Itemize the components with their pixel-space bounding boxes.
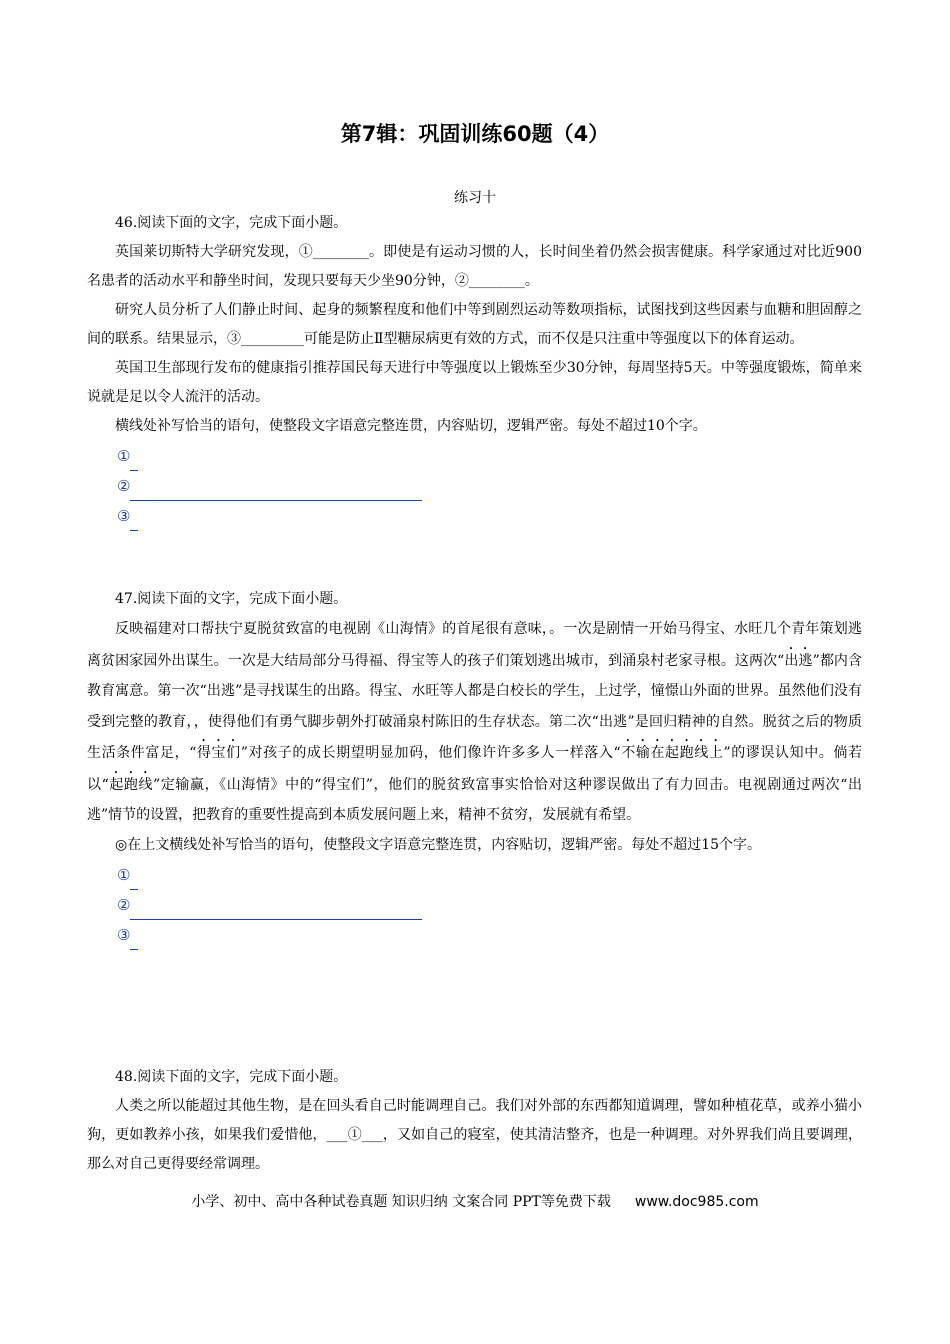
q46-paragraph-1: 英国莱切斯特大学研究发现，①________。即使是有运动习惯的人，长时间坐着仍然会损害健康。科学家通过对比近900名患者的活动水平和静坐时间，发现只要每天少坐90分钟，②________。 <box>87 244 862 289</box>
q47-instruction: ◎在上文横线处补写恰当的语句，使整段文字语意完整连贯，内容贴切，逻辑严密。每处不超过15个字。 <box>115 836 762 853</box>
q46-answer-3[interactable]: ③ <box>87 501 862 531</box>
page-title: 第7辑：巩固训练60题（4） <box>340 122 610 146</box>
footer-text: 小学、初中、高中各种试卷真题 知识归纳 文案合同 PPT等免费下载 <box>191 1194 611 1210</box>
q47-answer-2[interactable]: ② <box>87 890 862 920</box>
q47-header: 47.阅读下面的文字，完成下面小题。 <box>115 591 348 607</box>
q46-instruction: 横线处补写恰当的语句，使整段文字语意完整连贯，内容贴切，逻辑严密。每处不超过10个字。 <box>115 418 707 434</box>
q47-answer-1[interactable]: ① <box>87 860 862 890</box>
question-46 <box>87 209 862 531</box>
q46-answer-2[interactable]: ② <box>87 471 862 501</box>
question-47 <box>87 585 862 950</box>
q47-paragraph-1: 反映福建对口帮扶宁夏脱贫致富的电视剧《山海情》的首尾很有意味，。一次是剧情一开始马得宝、水旺几个青年策划逃离贫困家园外出谋生。一次是大结局部分马得福、得宝等人的孩子们策划逃出城市，到涌泉村老家寻根。这两次“出逃”都内含教育寓意。第一次“出逃”是寻找谋生的出路。得宝、水旺等人都是白校长的学生，上过学，憧憬山外面的世界。虽然他们没有受到完整的教育，，使得他们有勇气脚步朝外打破涌泉村陈旧的生存状态。第二次“出逃”是回归精神的自然。脱贫之后的物质生活条件富足，“得宝们”对孩子的成长期望明显加码，他们像许许多多人一样落入“不输在起跑线上”的谬误认知中。倘若以“起跑线”定输赢，《山海情》中的“得宝们”，他们的脱贫致富事实恰恰对这种谬误做出了有力回击。电视剧通过两次“出逃”情节的设置，把教育的重要性提高到本质发展问题上来，精神不贫穷，发展就有希望。 <box>87 621 863 823</box>
q46-paragraph-3: 英国卫生部现行发布的健康指引推荐国民每天进行中等强度以上锻炼至少30分钟，每周坚持5天。中等强度锻炼，简单来说就是足以令人流汗的活动。 <box>87 360 862 405</box>
q46-header: 46.阅读下面的文字，完成下面小题。 <box>115 215 348 231</box>
q48-header: 48.阅读下面的文字，完成下面小题。 <box>115 1069 348 1085</box>
page-footer <box>0 1191 950 1211</box>
section-title: 练习十 <box>454 190 496 206</box>
q47-answer-3[interactable]: ③ <box>87 920 862 950</box>
q46-paragraph-2: 研究人员分析了人们静止时间、起身的频繁程度和他们中等到剧烈运动等数项指标，试图找到这些因素与血糖和胆固醇之间的联系。结果显示，③_________可能是防止Ⅱ型糖尿病更有效的方式，而不仅是只注重中等强度以下的体育运动。 <box>87 302 862 347</box>
footer-site-link[interactable]: www.doc985.com <box>634 1194 759 1210</box>
q46-answer-1[interactable]: ① <box>87 441 862 471</box>
question-48 <box>87 1063 862 1179</box>
q48-paragraph-1: 人类之所以能超过其他生物，是在回头看自己时能调理自己。我们对外部的东西都知道调理，譬如种植花草，或养小猫小狗，更如教养小孩，如果我们爱惜他，___①___，又如自己的寝室，使其清洁整齐，也是一种调理。对外界我们尚且要调理，那么对自己更得要经常调理。 <box>87 1098 862 1172</box>
